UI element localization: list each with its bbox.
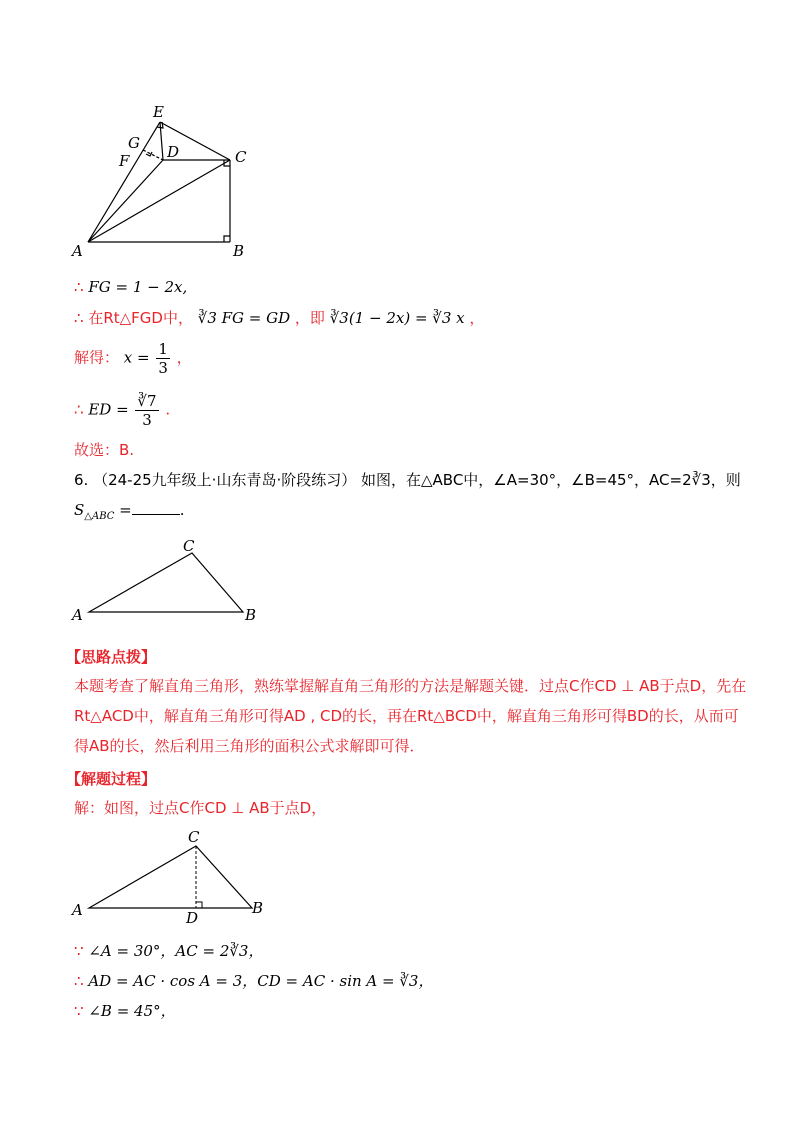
label-E: E xyxy=(153,103,164,121)
label-C: C xyxy=(183,537,195,555)
hint-title: 【思路点拨】 xyxy=(66,648,157,666)
fraction-denominator: 3 xyxy=(158,359,168,377)
therefore-symbol: ∴ xyxy=(74,309,84,327)
hint-line-3: 得AB的长，然后利用三角形的面积公式求解即可得． xyxy=(74,737,425,755)
math-expression: ∠A = 30°，AC = 2∛3， xyxy=(88,942,264,960)
process-step-3 xyxy=(74,1001,176,1021)
period: . xyxy=(179,501,185,519)
process-step-1 xyxy=(74,941,263,961)
area-subscript: △ABC xyxy=(84,511,115,522)
fraction-numerator: ∛7 xyxy=(137,392,157,410)
label-G: G xyxy=(128,134,140,152)
text-segment: ，即 xyxy=(294,309,325,327)
process-step-2 xyxy=(74,971,433,991)
area-symbol: S xyxy=(74,501,85,519)
punctuation: ， xyxy=(176,348,192,367)
problem-number: 6. xyxy=(74,471,89,489)
therefore-symbol: ∴ xyxy=(74,400,84,419)
hint-line-1: 本题考查了解直角三角形，熟练掌握解直角三角形的方法是解题关键．过点C作CD ⊥ AB于点D，先在 xyxy=(74,677,747,695)
because-symbol: ∵ xyxy=(74,942,84,960)
label-B: B xyxy=(233,242,245,260)
equals-sign: = xyxy=(119,501,132,519)
solve-label: 解得： xyxy=(74,348,120,367)
label-D: D xyxy=(167,143,180,161)
math-expression: FG = 1 − 2x, xyxy=(88,278,188,296)
text-segment: ， xyxy=(469,309,485,327)
label-C: C xyxy=(188,828,200,846)
label-A: A xyxy=(72,606,83,624)
label-A: A xyxy=(72,242,83,260)
hint-line-2: Rt△ACD中，解直角三角形可得AD , CD的长，再在Rt△BCD中，解直角三角形可得BD的长，从而可 xyxy=(74,707,739,725)
label-A: A xyxy=(72,901,83,919)
therefore-symbol: ∴ xyxy=(74,972,84,990)
math-expression: ∠B = 45°， xyxy=(88,1002,176,1020)
math-expression: ∛3(1 − 2x) = ∛3 x xyxy=(329,309,465,327)
label-C: C xyxy=(235,148,247,166)
problem-source: （24-25九年级上·山东青岛·阶段练习） xyxy=(93,471,357,489)
punctuation: . xyxy=(165,400,171,419)
process-title: 【解题过程】 xyxy=(66,770,157,788)
label-D: D xyxy=(186,909,199,927)
math-expression: ∛3 FG = GD xyxy=(197,309,291,327)
fraction-denominator: 3 xyxy=(142,411,152,429)
text-segment: 在Rt△FGD中， xyxy=(88,309,193,327)
math-variable: x = xyxy=(123,348,150,367)
label-B: B xyxy=(252,899,264,917)
math-variable: ED = xyxy=(88,400,129,419)
label-F: F xyxy=(119,152,130,170)
math-expression: AD = AC · cos A = 3，CD = AC · sin A = ∛3， xyxy=(88,972,434,990)
because-symbol: ∵ xyxy=(74,1002,84,1020)
process-intro: 解：如图，过点C作CD ⊥ AB于点D， xyxy=(74,799,327,817)
fraction-numerator: 1 xyxy=(158,340,168,358)
answer-line: 故选：B. xyxy=(74,441,135,459)
therefore-symbol: ∴ xyxy=(74,278,84,296)
label-B: B xyxy=(245,606,257,624)
problem-text: 如图，在△ABC中，∠A=30°，∠B=45°，AC=2∛3，则 xyxy=(361,471,741,489)
